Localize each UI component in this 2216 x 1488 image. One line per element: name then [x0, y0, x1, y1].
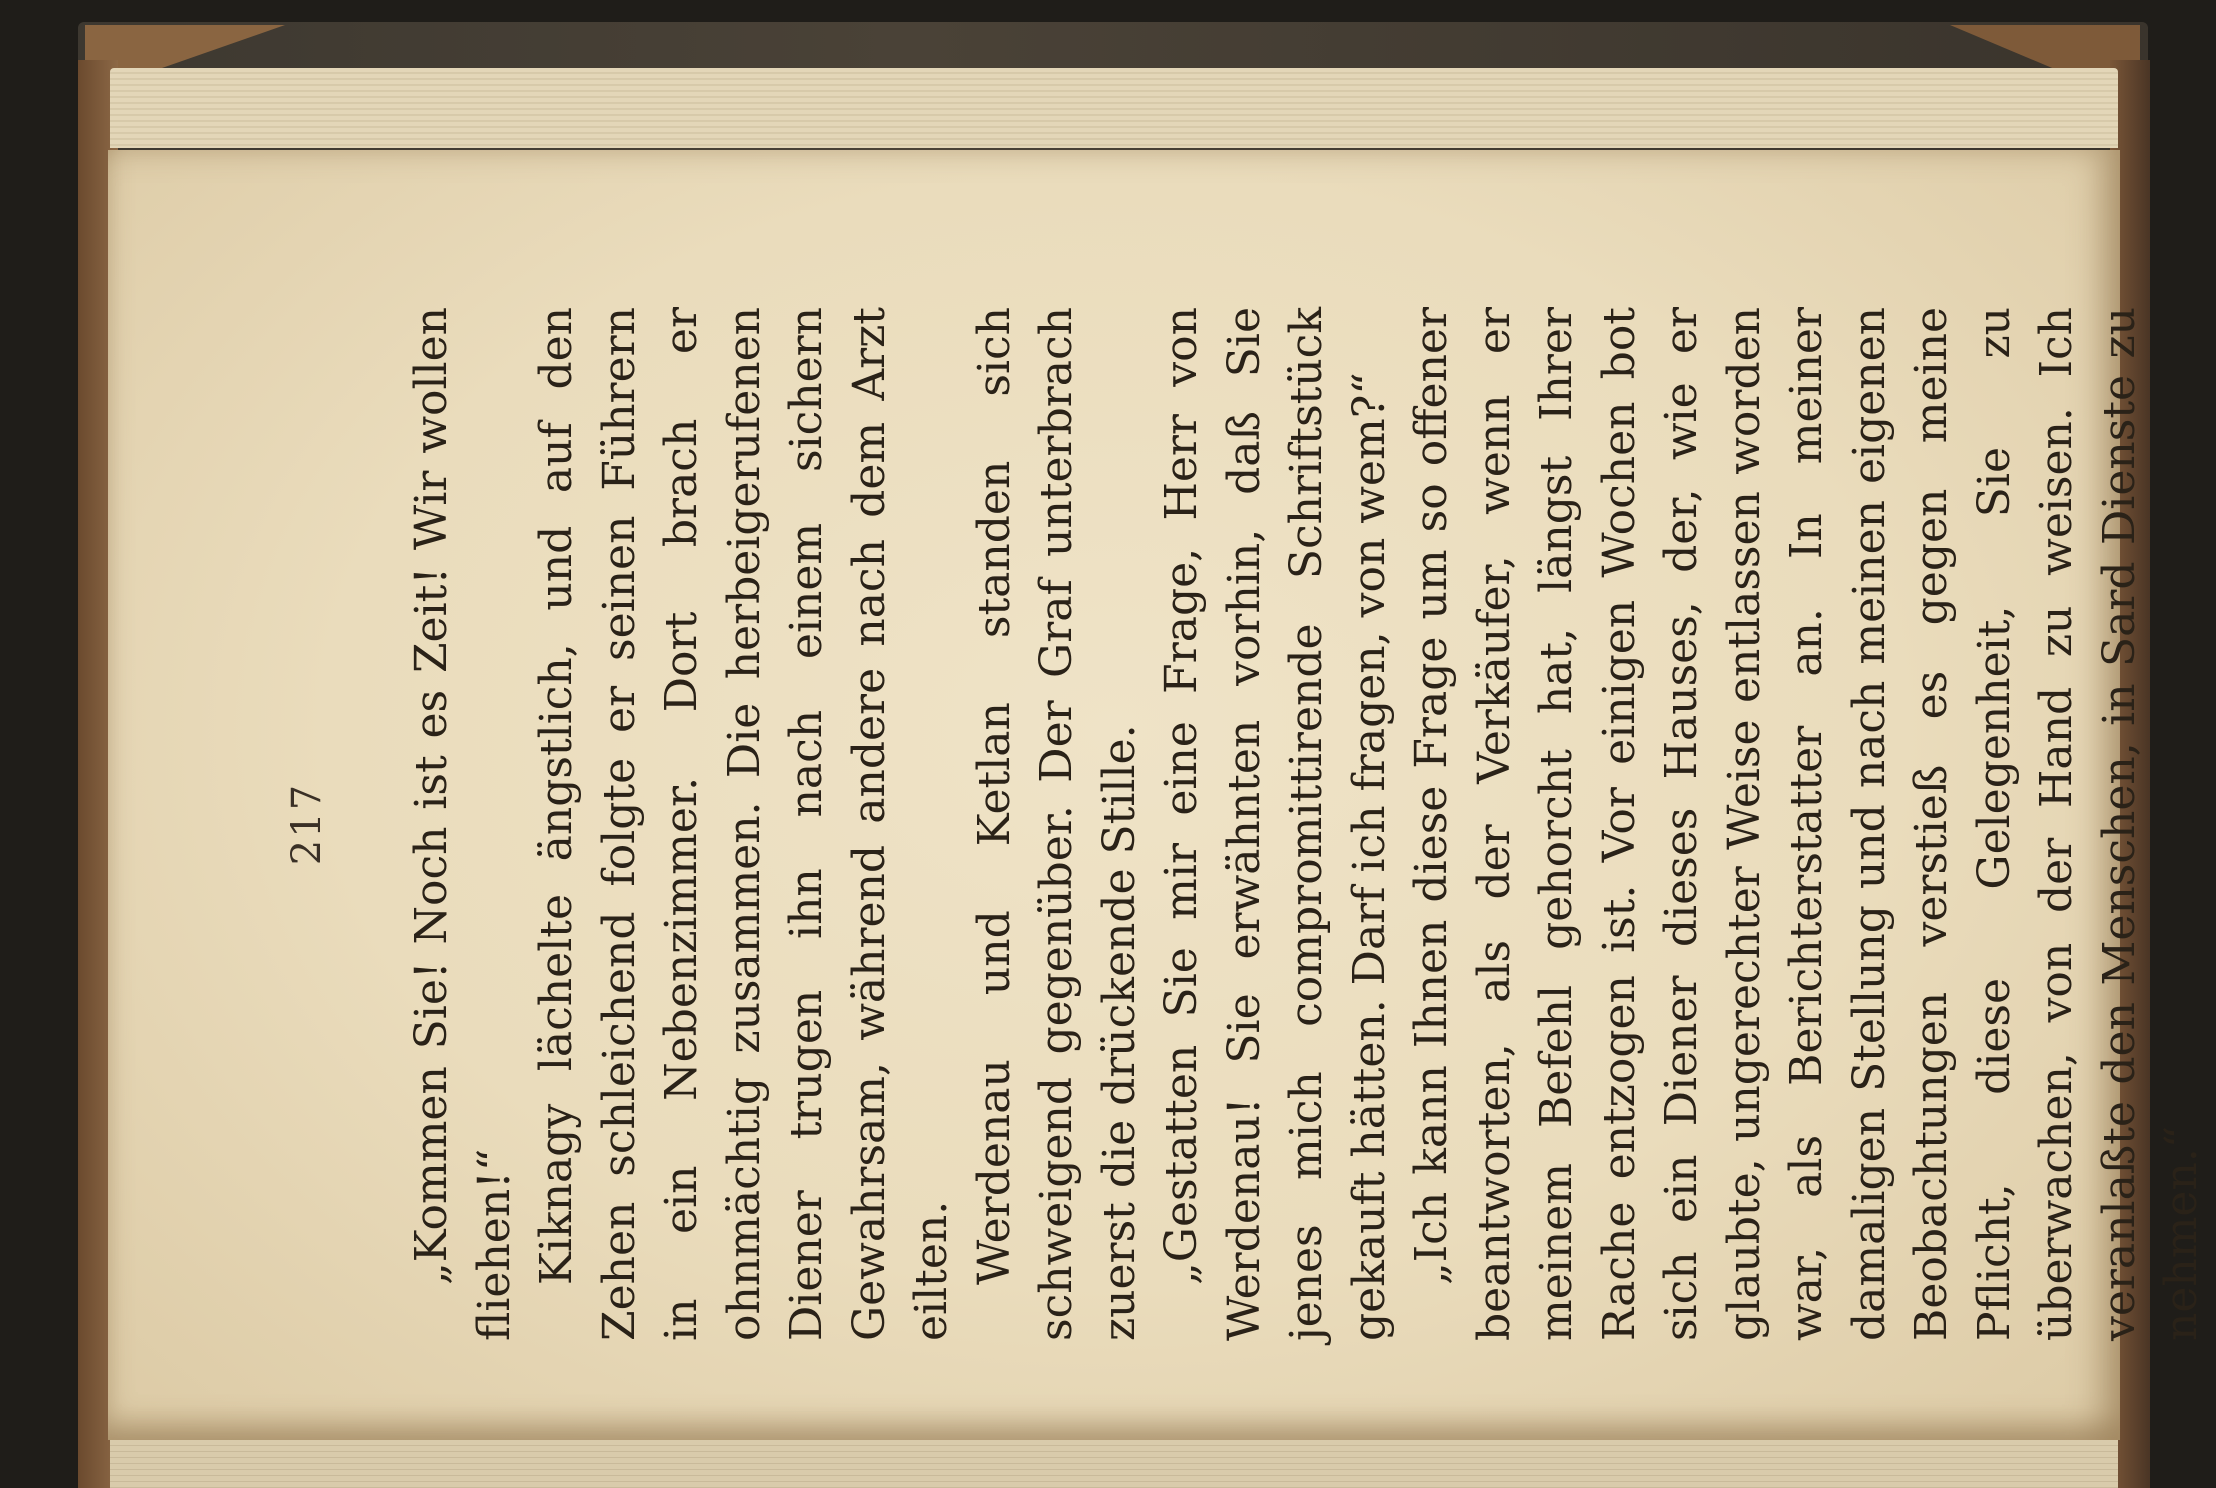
paragraph-2: Kiknagy lächelte ängstlich, und auf den Zehen schleichend folgte er seinen Führern in ein Nebenzimmer. Dort brach er ohnmächtig zusammen. Die herbeigerufenen Diener trugen ihn nach einem sichern Gewahrsam, während andere nach dem Arzt eilten.: [531, 307, 957, 1341]
page-edges-bottom: [110, 1440, 2118, 1488]
page-text-block: [279, 307, 2207, 1341]
page-number: 217: [284, 782, 330, 866]
page-edges-top: [110, 68, 2118, 148]
paragraph-1: „Kommen Sie! Noch ist es Zeit! Wir wollen fliehen!“: [406, 307, 520, 1341]
paragraph-4: „Gestatten Sie mir eine Frage, Herr von Werdenau! Sie erwähnten vorhin, daß Sie jenes mich compromittirende Schriftstück gekauft hätten. Darf ich fragen, von wem?“: [1156, 307, 1395, 1341]
paragraph-5: „Ich kann Ihnen diese Frage um so offener beantworten, als der Verkäufer, wenn er meinem Befehl gehorcht hat, längst Ihrer Rache entzogen ist. Vor einigen Wochen bot sich ein Diener dieses Hauses, der, wie er glaubte, ungerechter Weise entlassen worden war, als Berichterstatter an. In meiner damaligen Stellung und nach meinen eigenen Beobachtungen verstieß es gegen meine Pflicht, diese Gelegenheit, Sie zu überwachen, von der Hand zu weisen. Ich veranlaßte den Menschen, in Sard Dienste zu nehmen.“: [1406, 307, 2207, 1341]
paragraph-3: Werdenau und Ketlan standen sich schweigend gegenüber. Der Graf unterbrach zuerst die drückende Stille.: [968, 307, 1145, 1341]
